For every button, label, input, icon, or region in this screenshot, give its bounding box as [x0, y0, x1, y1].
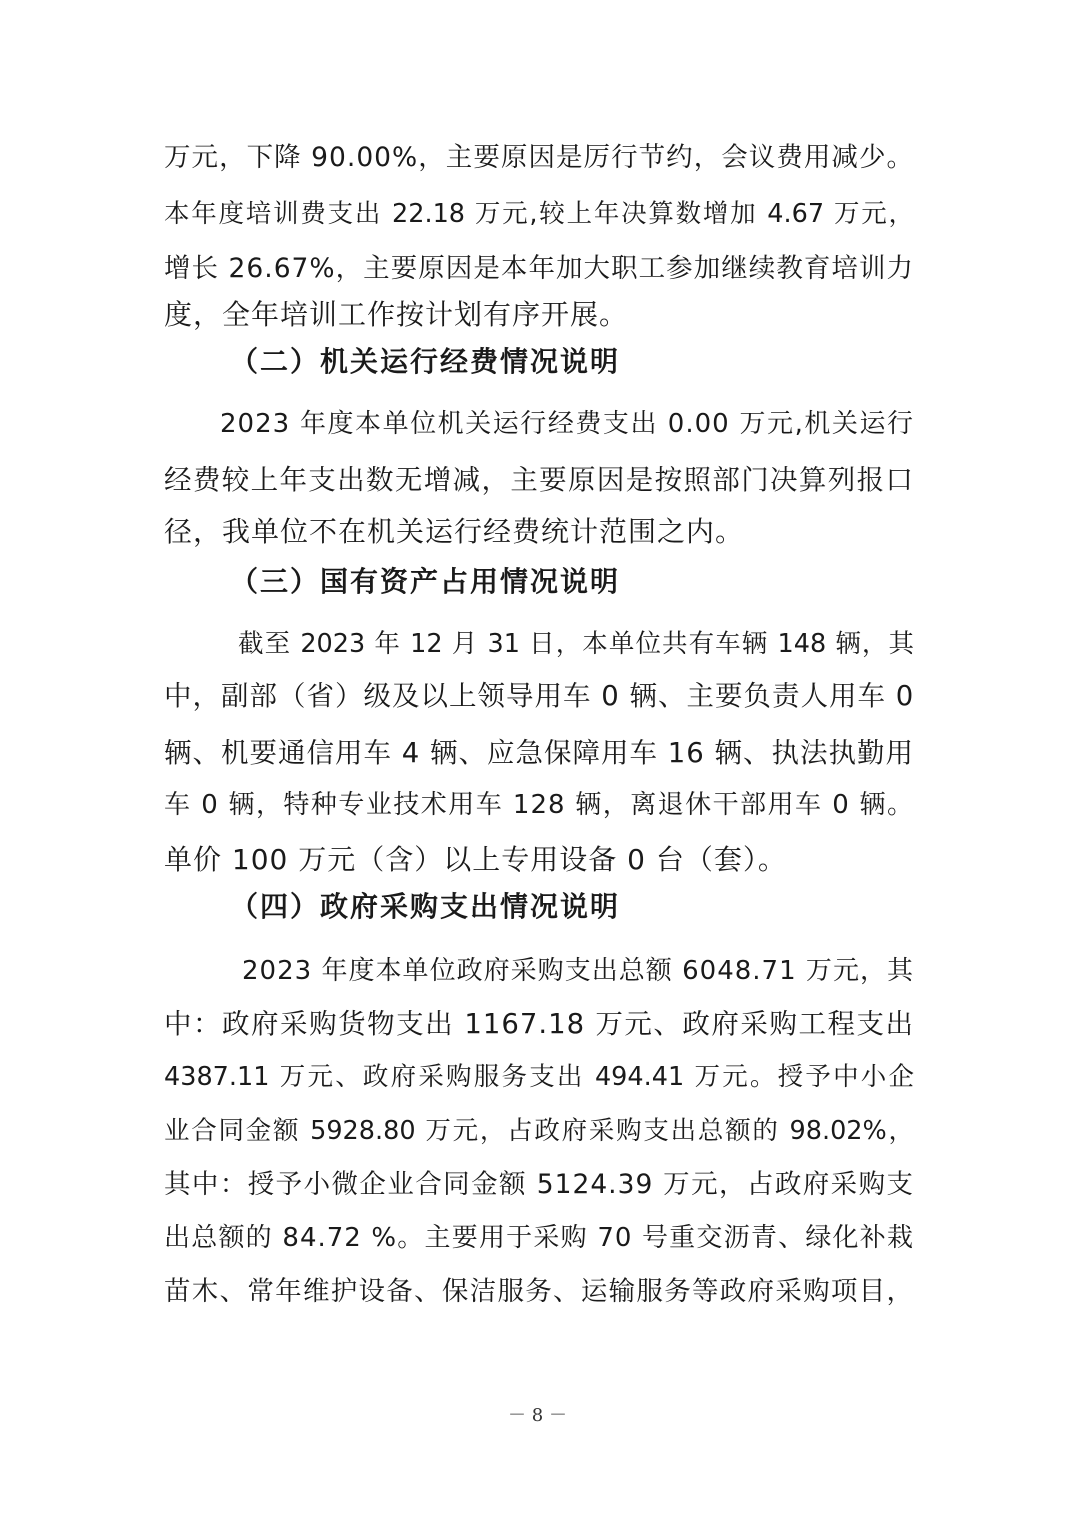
body-line: 其中：授予小微企业合同金额 5124.39 万元，占政府采购支 — [164, 1169, 914, 1200]
section-heading-operating-funds: （二）机关运行经费情况说明 — [230, 345, 621, 378]
body-line: 度，全年培训工作按计划有序开展。 — [164, 298, 629, 331]
body-line: 4387.11 万元、政府采购服务支出 494.41 万元。授予中小企 — [164, 1062, 914, 1092]
body-line: 车 0 辆，特种专业技术用车 128 辆，离退休干部用车 0 辆。 — [164, 790, 914, 820]
section-heading-state-assets: （三）国有资产占用情况说明 — [230, 565, 621, 598]
section-heading-government-procurement: （四）政府采购支出情况说明 — [230, 890, 621, 923]
page-number: － 8 － — [508, 1405, 567, 1426]
body-line: 辆、机要通信用车 4 辆、应急保障用车 16 辆、执法执勤用 — [164, 737, 914, 769]
body-line: 经费较上年支出数无增减，主要原因是按照部门决算列报口 — [164, 464, 914, 496]
body-line: 中，副部（省）级及以上领导用车 0 辆、主要负责人用车 0 — [164, 680, 915, 712]
body-line: 截至 2023 年 12 月 31 日，本单位共有车辆 148 辆，其 — [238, 629, 914, 659]
body-line: 2023 年度本单位政府采购支出总额 6048.71 万元，其 — [242, 956, 914, 986]
body-line: 本年度培训费支出 22.18 万元,较上年决算数增加 4.67 万元， — [164, 199, 914, 229]
body-line: 万元，下降 90.00%，主要原因是厉行节约，会议费用减少。 — [164, 142, 914, 173]
body-line: 径，我单位不在机关运行经费统计范围之内。 — [164, 515, 745, 548]
body-line: 业合同金额 5928.80 万元，占政府采购支出总额的 98.02%， — [164, 1116, 914, 1146]
body-line: 出总额的 84.72 %。主要用于采购 70 号重交沥青、绿化补栽 — [164, 1223, 914, 1253]
body-line: 2023 年度本单位机关运行经费支出 0.00 万元,机关运行 — [220, 409, 914, 439]
body-line: 增长 26.67%，主要原因是本年加大职工参加继续教育培训力 — [164, 253, 914, 284]
body-line: 中：政府采购货物支出 1167.18 万元、政府采购工程支出 — [164, 1008, 914, 1040]
body-line: 苗木、常年维护设备、保洁服务、运输服务等政府采购项目， — [164, 1276, 914, 1307]
body-line: 单价 100 万元（含）以上专用设备 0 台（套）。 — [164, 843, 787, 876]
